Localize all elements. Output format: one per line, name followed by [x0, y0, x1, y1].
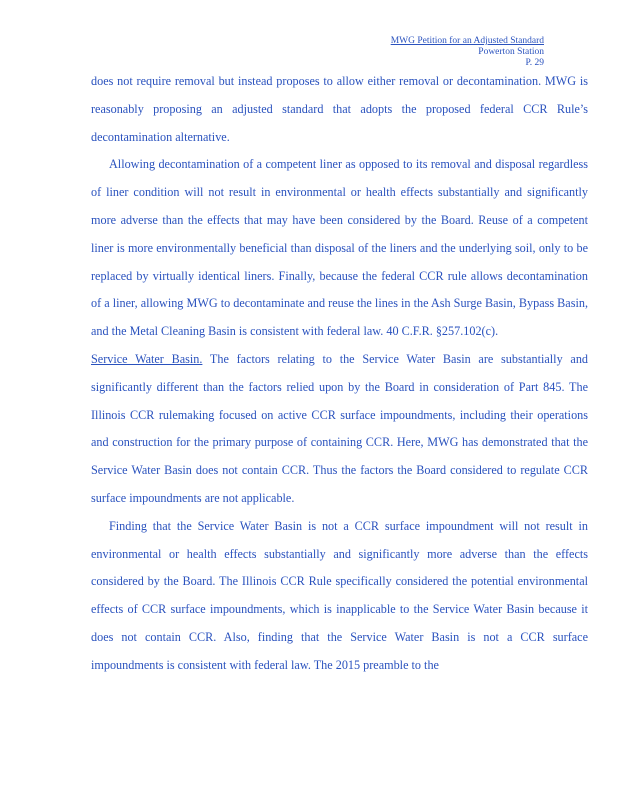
paragraph-4: Finding that the Service Water Basin is not a CCR surface impoundment will not result in environmental or health effects substantially and significantly more adverse than the effects considered by the Board. The Illinois CCR Rule specifically considered the potential environmental effects of CCR surface impoundments, which is inapplicable to the Service Water Basin because it does not contain CCR. Also, finding that the Service Water Basin is not a CCR surface impoundments is consistent with federal law. The 2015 preamble to the — [91, 518, 588, 672]
body-text — [91, 68, 588, 680]
page-number: P. 29 — [525, 58, 544, 68]
paragraph-3-text: The factors relating to the Service Water Basin are substantially and significantly different than the factors relied upon by the Board in consideration of Part 845. The Illinois CCR rulemaking focused on active CCR surface impoundments, including their operations and construction for the primary purpose of containing CCR. Here, MWG has demonstrated that the Service Water Basin does not contain CCR. Thus the factors the Board considered to regulate CCR surface impoundments are not applicable. — [91, 351, 589, 505]
petition-title: MWG Petition for an Adjusted Standard — [390, 36, 544, 46]
page-header — [391, 36, 544, 69]
paragraph-3 — [91, 346, 588, 513]
paragraph-1: does not require removal but instead proposes to allow either removal or decontamination. MWG is reasonably proposing an adjusted standard that adopts the proposed federal CCR Rule’s decontamination alternative. — [91, 74, 588, 144]
station-name: Powerton Station — [478, 47, 544, 57]
section-heading-service-water-basin: Service Water Basin. — [91, 351, 203, 366]
paragraph-2: Allowing decontamination of a competent liner as opposed to its removal and disposal regardless of liner condition will not result in environmental or health effects substantially and significantly more adverse than the effects that may have been considered by the Board. Reuse of a competent liner is more environmentally beneficial than disposal of the liners and the underlying soil, only to be replaced by virtually identical liners. Finally, because the federal CCR rule allows decontamination of a liner, allowing MWG to decontaminate and reuse the lines in the Ash Surge Basin, Bypass Basin, and the Metal Cleaning Basin is consistent with federal law. 40 C.F.R. §257.102(c). — [91, 157, 588, 339]
